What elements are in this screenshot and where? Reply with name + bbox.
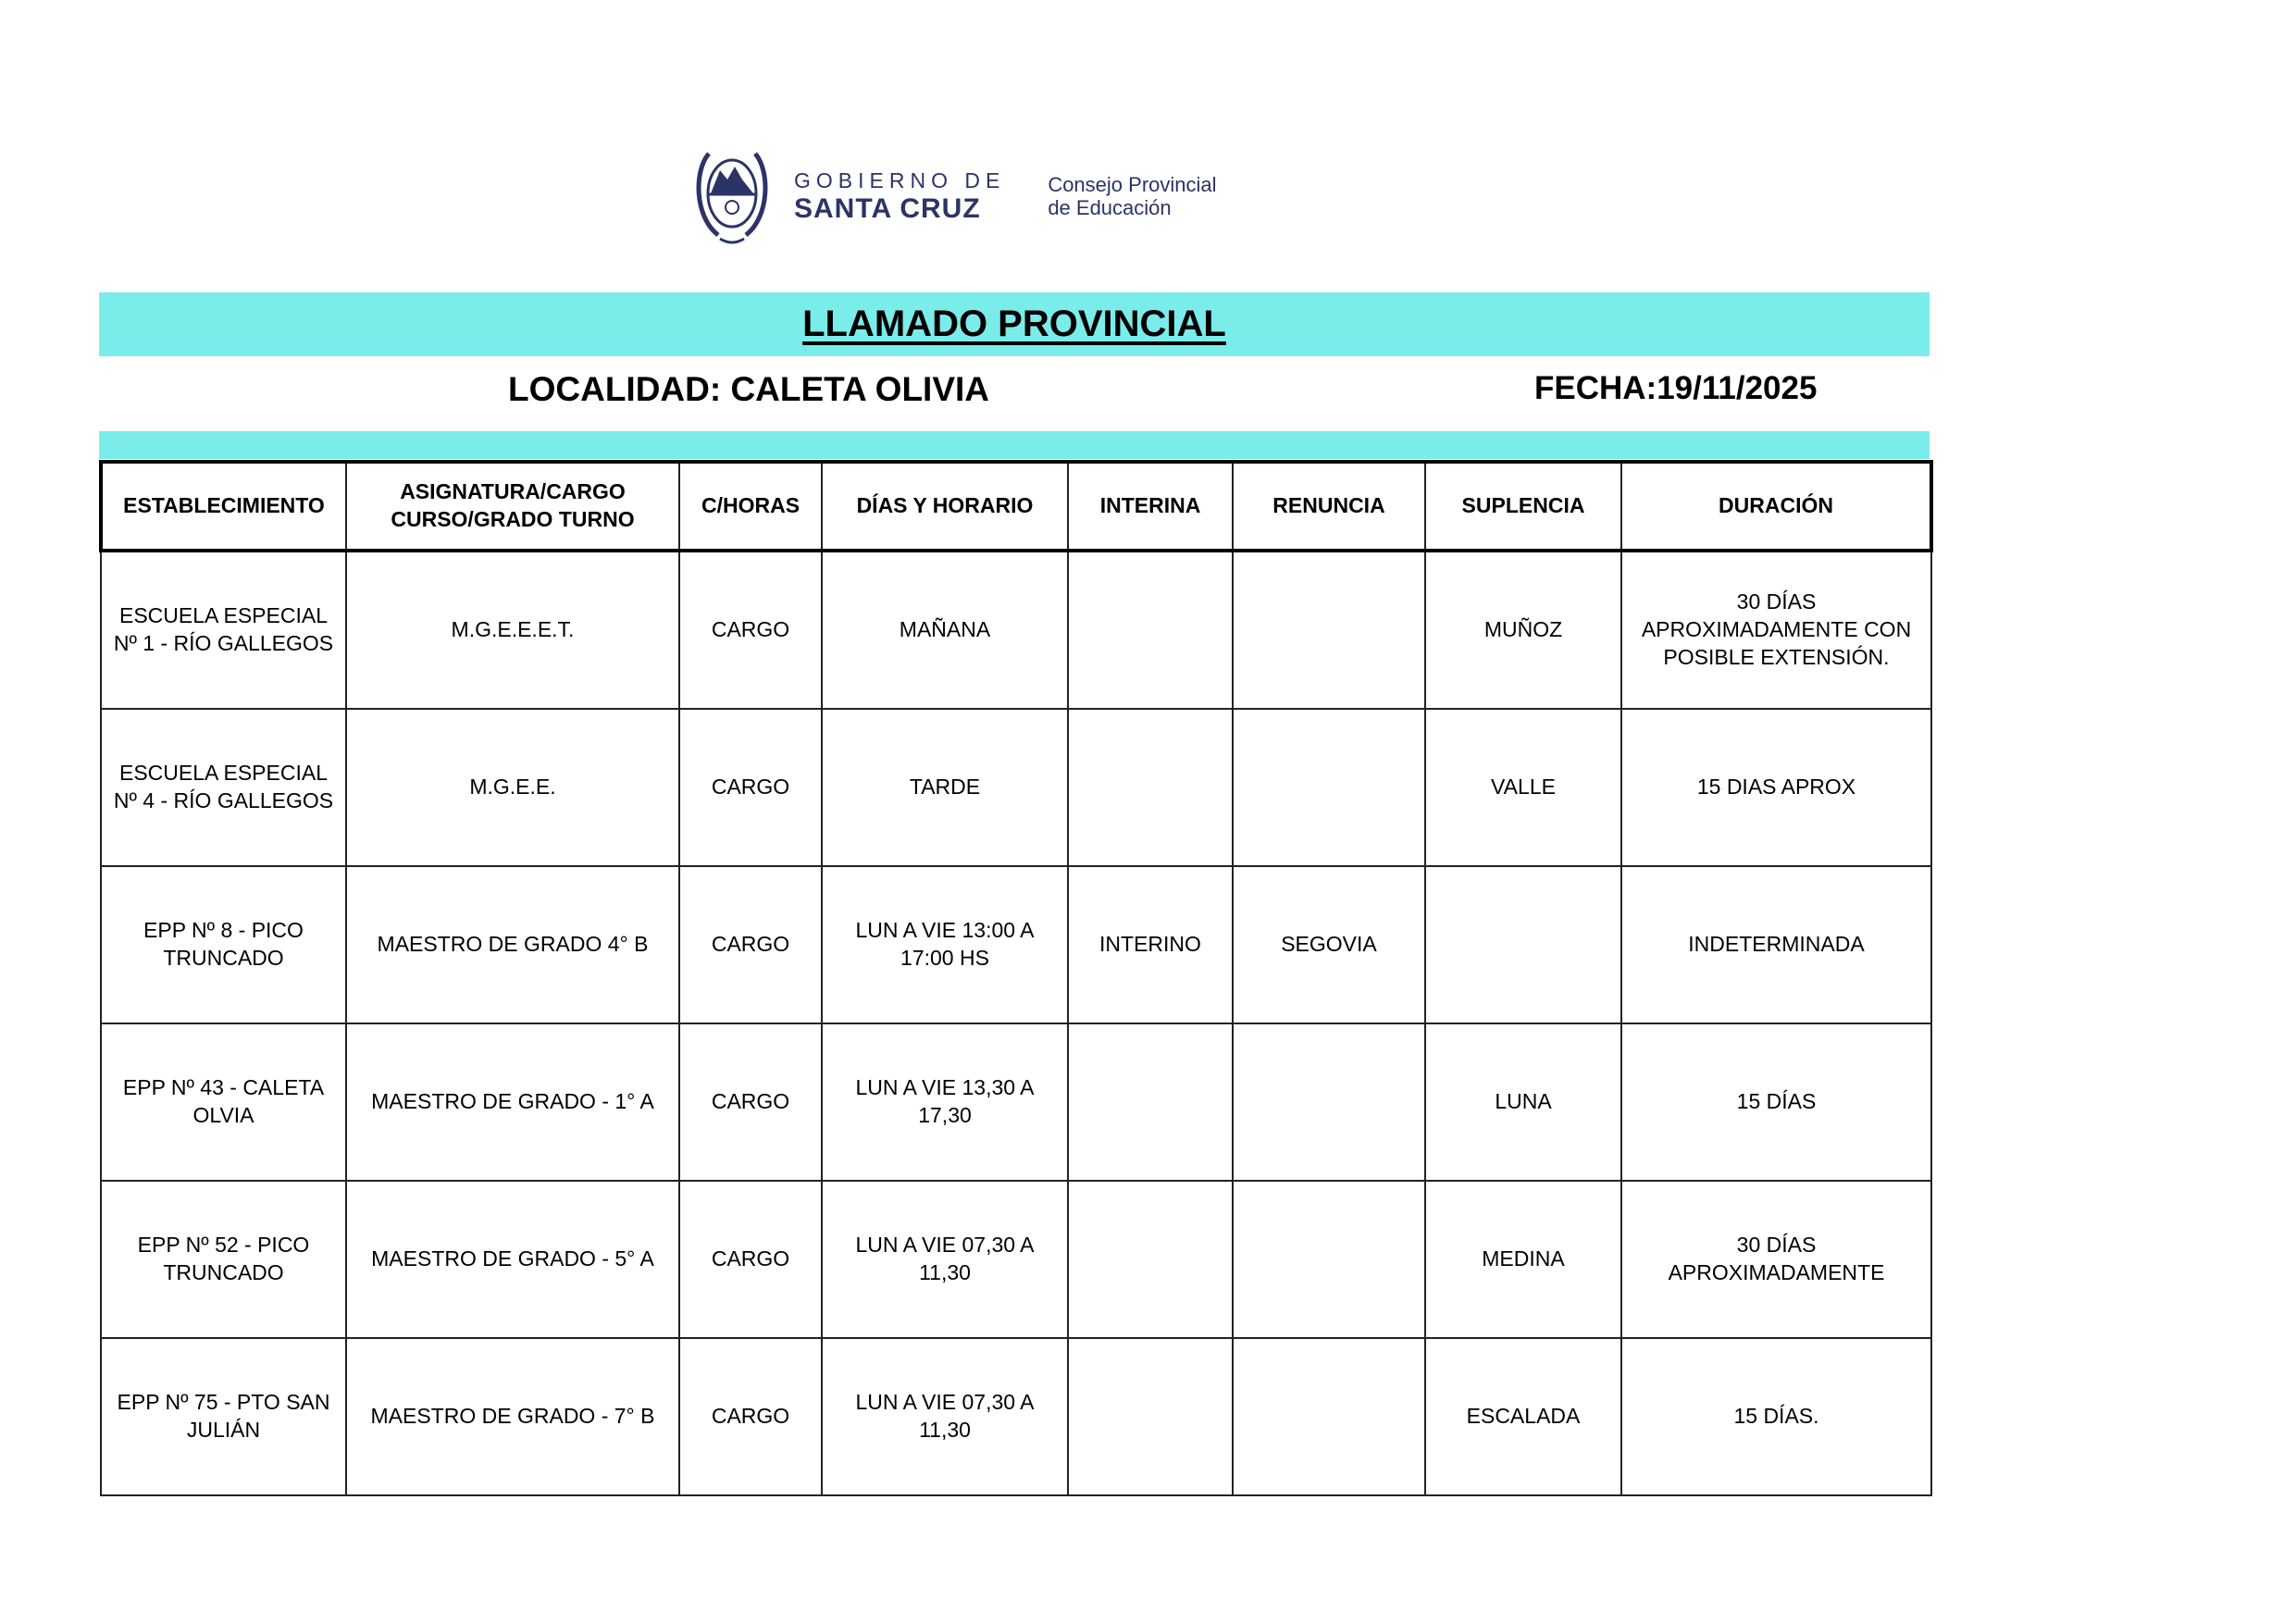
cell-c-horas: CARGO: [679, 709, 822, 866]
cell-renuncia: [1233, 1023, 1425, 1181]
cell-suplencia: ESCALADA: [1425, 1338, 1621, 1495]
cell-c-horas: CARGO: [679, 1338, 822, 1495]
cell-interina: [1068, 1181, 1233, 1338]
cell-asignatura: MAESTRO DE GRADO - 5° A: [346, 1181, 679, 1338]
cell-dias-horario: LUN A VIE 13,30 A 17,30: [822, 1023, 1068, 1181]
localidad-label: LOCALIDAD: CALETA OLIVIA: [508, 370, 990, 408]
cell-duracion: 15 DIAS APROX: [1621, 709, 1931, 866]
cell-dias-horario: LUN A VIE 07,30 A 11,30: [822, 1338, 1068, 1495]
cell-interina: INTERINO: [1068, 866, 1233, 1023]
cell-duracion: 30 DÍAS APROXIMADAMENTE: [1621, 1181, 1931, 1338]
gov-line2: SANTA CRUZ: [794, 192, 981, 224]
cell-suplencia: [1425, 866, 1621, 1023]
cell-dias-horario: MAÑANA: [822, 551, 1068, 709]
cell-c-horas: CARGO: [679, 1181, 822, 1338]
table-row: [101, 1181, 1931, 1338]
table-header-row: [101, 462, 1931, 551]
cell-establecimiento: ESCUELA ESPECIAL Nº 1 - RÍO GALLEGOS: [101, 551, 346, 709]
cell-dias-horario: LUN A VIE 07,30 A 11,30: [822, 1181, 1068, 1338]
council-line1: Consejo Provincial: [1048, 172, 1217, 196]
fecha-label: FECHA:19/11/2025: [1534, 370, 1818, 406]
cell-suplencia: MEDINA: [1425, 1181, 1621, 1338]
column-header-c-horas: C/HORAS: [679, 462, 822, 551]
cell-renuncia: [1233, 709, 1425, 866]
cell-c-horas: CARGO: [679, 551, 822, 709]
column-header-dias-horario: DÍAS Y HORARIO: [822, 462, 1068, 551]
cell-duracion: 15 DÍAS: [1621, 1023, 1931, 1181]
table-row: [101, 1338, 1931, 1495]
cell-interina: [1068, 551, 1233, 709]
province-crest-icon: [690, 143, 774, 250]
cell-duracion: 30 DÍAS APROXIMADAMENTE CON POSIBLE EXTENSIÓN.: [1621, 551, 1931, 709]
gov-line1: GOBIERNO DE: [794, 167, 1006, 192]
title-band: [99, 292, 1930, 356]
cell-renuncia: [1233, 1338, 1425, 1495]
cell-c-horas: CARGO: [679, 1023, 822, 1181]
table-row: [101, 1023, 1931, 1181]
cell-interina: [1068, 1023, 1233, 1181]
separator-band: [99, 431, 1930, 459]
cell-asignatura: M.G.E.E.E.T.: [346, 551, 679, 709]
cell-interina: [1068, 709, 1233, 866]
cell-establecimiento: EPP Nº 43 - CALETA OLVIA: [101, 1023, 346, 1181]
column-header-establecimiento: ESTABLECIMIENTO: [101, 462, 346, 551]
cell-renuncia: [1233, 1181, 1425, 1338]
cell-duracion: INDETERMINADA: [1621, 866, 1931, 1023]
column-header-suplencia: SUPLENCIA: [1425, 462, 1621, 551]
cell-asignatura: MAESTRO DE GRADO - 7° B: [346, 1338, 679, 1495]
cell-renuncia: [1233, 551, 1425, 709]
column-header-renuncia: RENUNCIA: [1233, 462, 1425, 551]
column-header-interina: INTERINA: [1068, 462, 1233, 551]
cell-dias-horario: LUN A VIE 13:00 A 17:00 HS: [822, 866, 1068, 1023]
cell-suplencia: LUNA: [1425, 1023, 1621, 1181]
cell-suplencia: MUÑOZ: [1425, 551, 1621, 709]
cell-establecimiento: EPP Nº 8 - PICO TRUNCADO: [101, 866, 346, 1023]
vacancies-table: [99, 460, 1933, 1496]
cell-suplencia: VALLE: [1425, 709, 1621, 866]
cell-asignatura: MAESTRO DE GRADO - 1° A: [346, 1023, 679, 1181]
cell-asignatura: MAESTRO DE GRADO 4° B: [346, 866, 679, 1023]
cell-asignatura: M.G.E.E.: [346, 709, 679, 866]
table-row: [101, 866, 1931, 1023]
cell-duracion: 15 DÍAS.: [1621, 1338, 1931, 1495]
cell-interina: [1068, 1338, 1233, 1495]
cell-establecimiento: EPP Nº 75 - PTO SAN JULIÁN: [101, 1338, 346, 1495]
cell-establecimiento: EPP Nº 52 - PICO TRUNCADO: [101, 1181, 346, 1338]
column-header-asignatura: ASIGNATURA/CARGO CURSO/GRADO TURNO: [346, 462, 679, 551]
table-row: [101, 709, 1931, 866]
cell-establecimiento: ESCUELA ESPECIAL Nº 4 - RÍO GALLEGOS: [101, 709, 346, 866]
column-header-duracion: DURACIÓN: [1621, 462, 1931, 551]
council-line2: de Educación: [1048, 196, 1172, 219]
cell-dias-horario: TARDE: [822, 709, 1068, 866]
cell-renuncia: SEGOVIA: [1233, 866, 1425, 1023]
cell-c-horas: CARGO: [679, 866, 822, 1023]
table-row: [101, 551, 1931, 709]
page-title: LLAMADO PROVINCIAL: [802, 304, 1226, 344]
header-logo: [690, 141, 1217, 252]
